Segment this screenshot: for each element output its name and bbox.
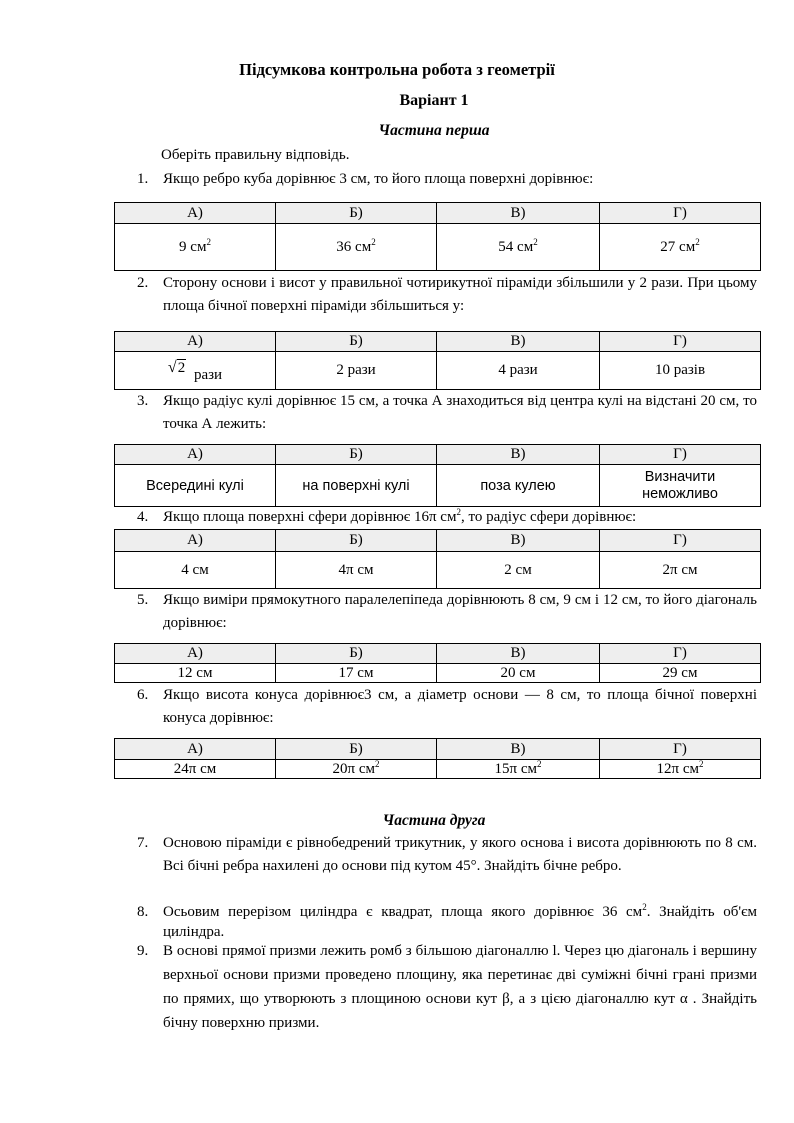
part2-heading: Частина друга (382, 812, 486, 829)
question-5 (137, 589, 757, 635)
answer-cell: 12 см (115, 664, 276, 683)
option-label-b: Б) (276, 332, 437, 352)
question-text: Якщо виміри прямокутного паралелепіпеда дорівнюють 8 см, 9 см і 12 см, то його діагональ дорівнює: (163, 592, 757, 631)
question-1 (137, 168, 757, 191)
option-label-d: Г) (600, 644, 761, 664)
variant-heading: Варіант 1 (399, 92, 469, 109)
answer-cell: 9 $см^2$ (115, 224, 276, 271)
question-3 (137, 390, 757, 436)
answer-cell: Всередині кулі (115, 465, 276, 507)
question-8 (137, 902, 757, 942)
answer-cell: поза кулею (437, 465, 600, 507)
question-text: Якщо висота конуса дорівнює3 см, а діаметр основи — 8 см, то площа бічної поверхні конуса дорівнює: (163, 687, 757, 726)
question-number: 9. (137, 943, 149, 959)
question-text: В основі прямої призми лежить ромб з більшою діагоналлю l. Через цю діагональ і вершину верхньої основи призми проведено площину, яка перетинає дві суміжні бічні грані призми по прямих, що утворюють з площиною основи кут β, а з цією діагоналлю кут α . Знайдіть бічну поверхню призми. (163, 943, 757, 1031)
part1-heading: Частина перша (378, 122, 490, 139)
question-number: 8. (137, 904, 149, 920)
answer-cell: 2 см (437, 552, 600, 589)
answer-cell: 4 рази (437, 352, 600, 390)
answer-cell: 29 см (600, 664, 761, 683)
question-number: 6. (137, 687, 149, 703)
option-label-a: А) (115, 332, 276, 352)
option-label-b: Б) (276, 739, 437, 760)
answer-table-5 (114, 643, 761, 683)
option-label-b: Б) (276, 644, 437, 664)
question-2 (137, 272, 757, 318)
option-label-d: Г) (600, 332, 761, 352)
option-label-b: Б) (276, 530, 437, 552)
answer-cell: 20π $см^2$ (276, 760, 437, 779)
option-label-c: В) (437, 332, 600, 352)
option-label-a: А) (115, 445, 276, 465)
question-number: 4. (137, 509, 149, 525)
answer-cell: на поверхні кулі (276, 465, 437, 507)
question-text: Сторону основи і висот у правильної чотирикутної піраміди збільшили у 2 рази. При цьому площа бічної поверхні піраміди збільшиться у: (163, 275, 757, 314)
option-label-c: В) (437, 644, 600, 664)
option-label-c: В) (437, 530, 600, 552)
question-text: Якщо радіус кулі дорівнює 15 см, а точка А знаходиться від центра кулі на відстані 20 см, то точка А лежить: (163, 393, 757, 432)
answer-cell: 10 разів (600, 352, 761, 390)
option-label-b: Б) (276, 203, 437, 224)
answer-table-2 (114, 331, 761, 390)
option-label-a: А) (115, 530, 276, 552)
question-number: 7. (137, 835, 149, 851)
answer-cell: 4 см (115, 552, 276, 589)
answer-cell: 15π $см^2$ (437, 760, 600, 779)
answer-cell: 2 рази (276, 352, 437, 390)
question-9 (137, 939, 757, 1035)
question-7 (137, 832, 757, 878)
option-label-c: В) (437, 739, 600, 760)
answer-cell: 27 $см^2$ (600, 224, 761, 271)
answer-cell: 36 $см^2$ (276, 224, 437, 271)
answer-cell: 4π см (276, 552, 437, 589)
option-label-d: Г) (600, 530, 761, 552)
answer-cell: 20 см (437, 664, 600, 683)
question-text: Якщо ребро куба дорівнює 3 см, то його площа поверхні дорівнює: (163, 171, 594, 187)
option-label-c: В) (437, 445, 600, 465)
answer-cell: 54 $см^2$ (437, 224, 600, 271)
question-number: 3. (137, 393, 149, 409)
answer-table-4 (114, 529, 761, 589)
option-label-b: Б) (276, 445, 437, 465)
option-label-d: Г) (600, 203, 761, 224)
answer-table-3 (114, 444, 761, 507)
answer-cell: 24π см (115, 760, 276, 779)
question-4 (137, 506, 757, 529)
option-label-a: А) (115, 644, 276, 664)
question-text: Якщо площа поверхні сфери дорівнює 16π $см^2$, то радіус сфери дорівнює: (163, 507, 637, 525)
option-label-d: Г) (600, 739, 761, 760)
question-text: Осьовим перерізом циліндра є квадрат, площа якого дорівнює 36 $см^2$. Знайдіть об'єм циліндра. (163, 902, 757, 940)
answer-cell: Визначити неможливо (600, 465, 761, 507)
answer-cell: 12π $см^2$ (600, 760, 761, 779)
question-number: 1. (137, 171, 149, 187)
question-number: 2. (137, 275, 149, 291)
page-title: Підсумкова контрольна робота з геометрії (239, 60, 555, 79)
question-6 (137, 684, 757, 730)
option-label-a: А) (115, 203, 276, 224)
square-root: √2 (167, 358, 186, 376)
instruction-text: Оберіть правильну відповідь. (161, 147, 350, 163)
option-label-d: Г) (600, 445, 761, 465)
answer-cell: 2π см (600, 552, 761, 589)
answer-table-6 (114, 738, 761, 779)
question-text: Основою піраміди є рівнобедрений трикутник, у якого основа і висота дорівнюють по 8 см. Всі бічні ребра нахилені до основи під кутом 45°. Знайдіть бічне ребро. (163, 835, 757, 874)
option-label-c: В) (437, 203, 600, 224)
question-number: 5. (137, 592, 149, 608)
answer-table-1 (114, 202, 761, 271)
answer-cell: √2 рази (115, 352, 276, 390)
option-label-a: А) (115, 739, 276, 760)
answer-cell: 17 см (276, 664, 437, 683)
